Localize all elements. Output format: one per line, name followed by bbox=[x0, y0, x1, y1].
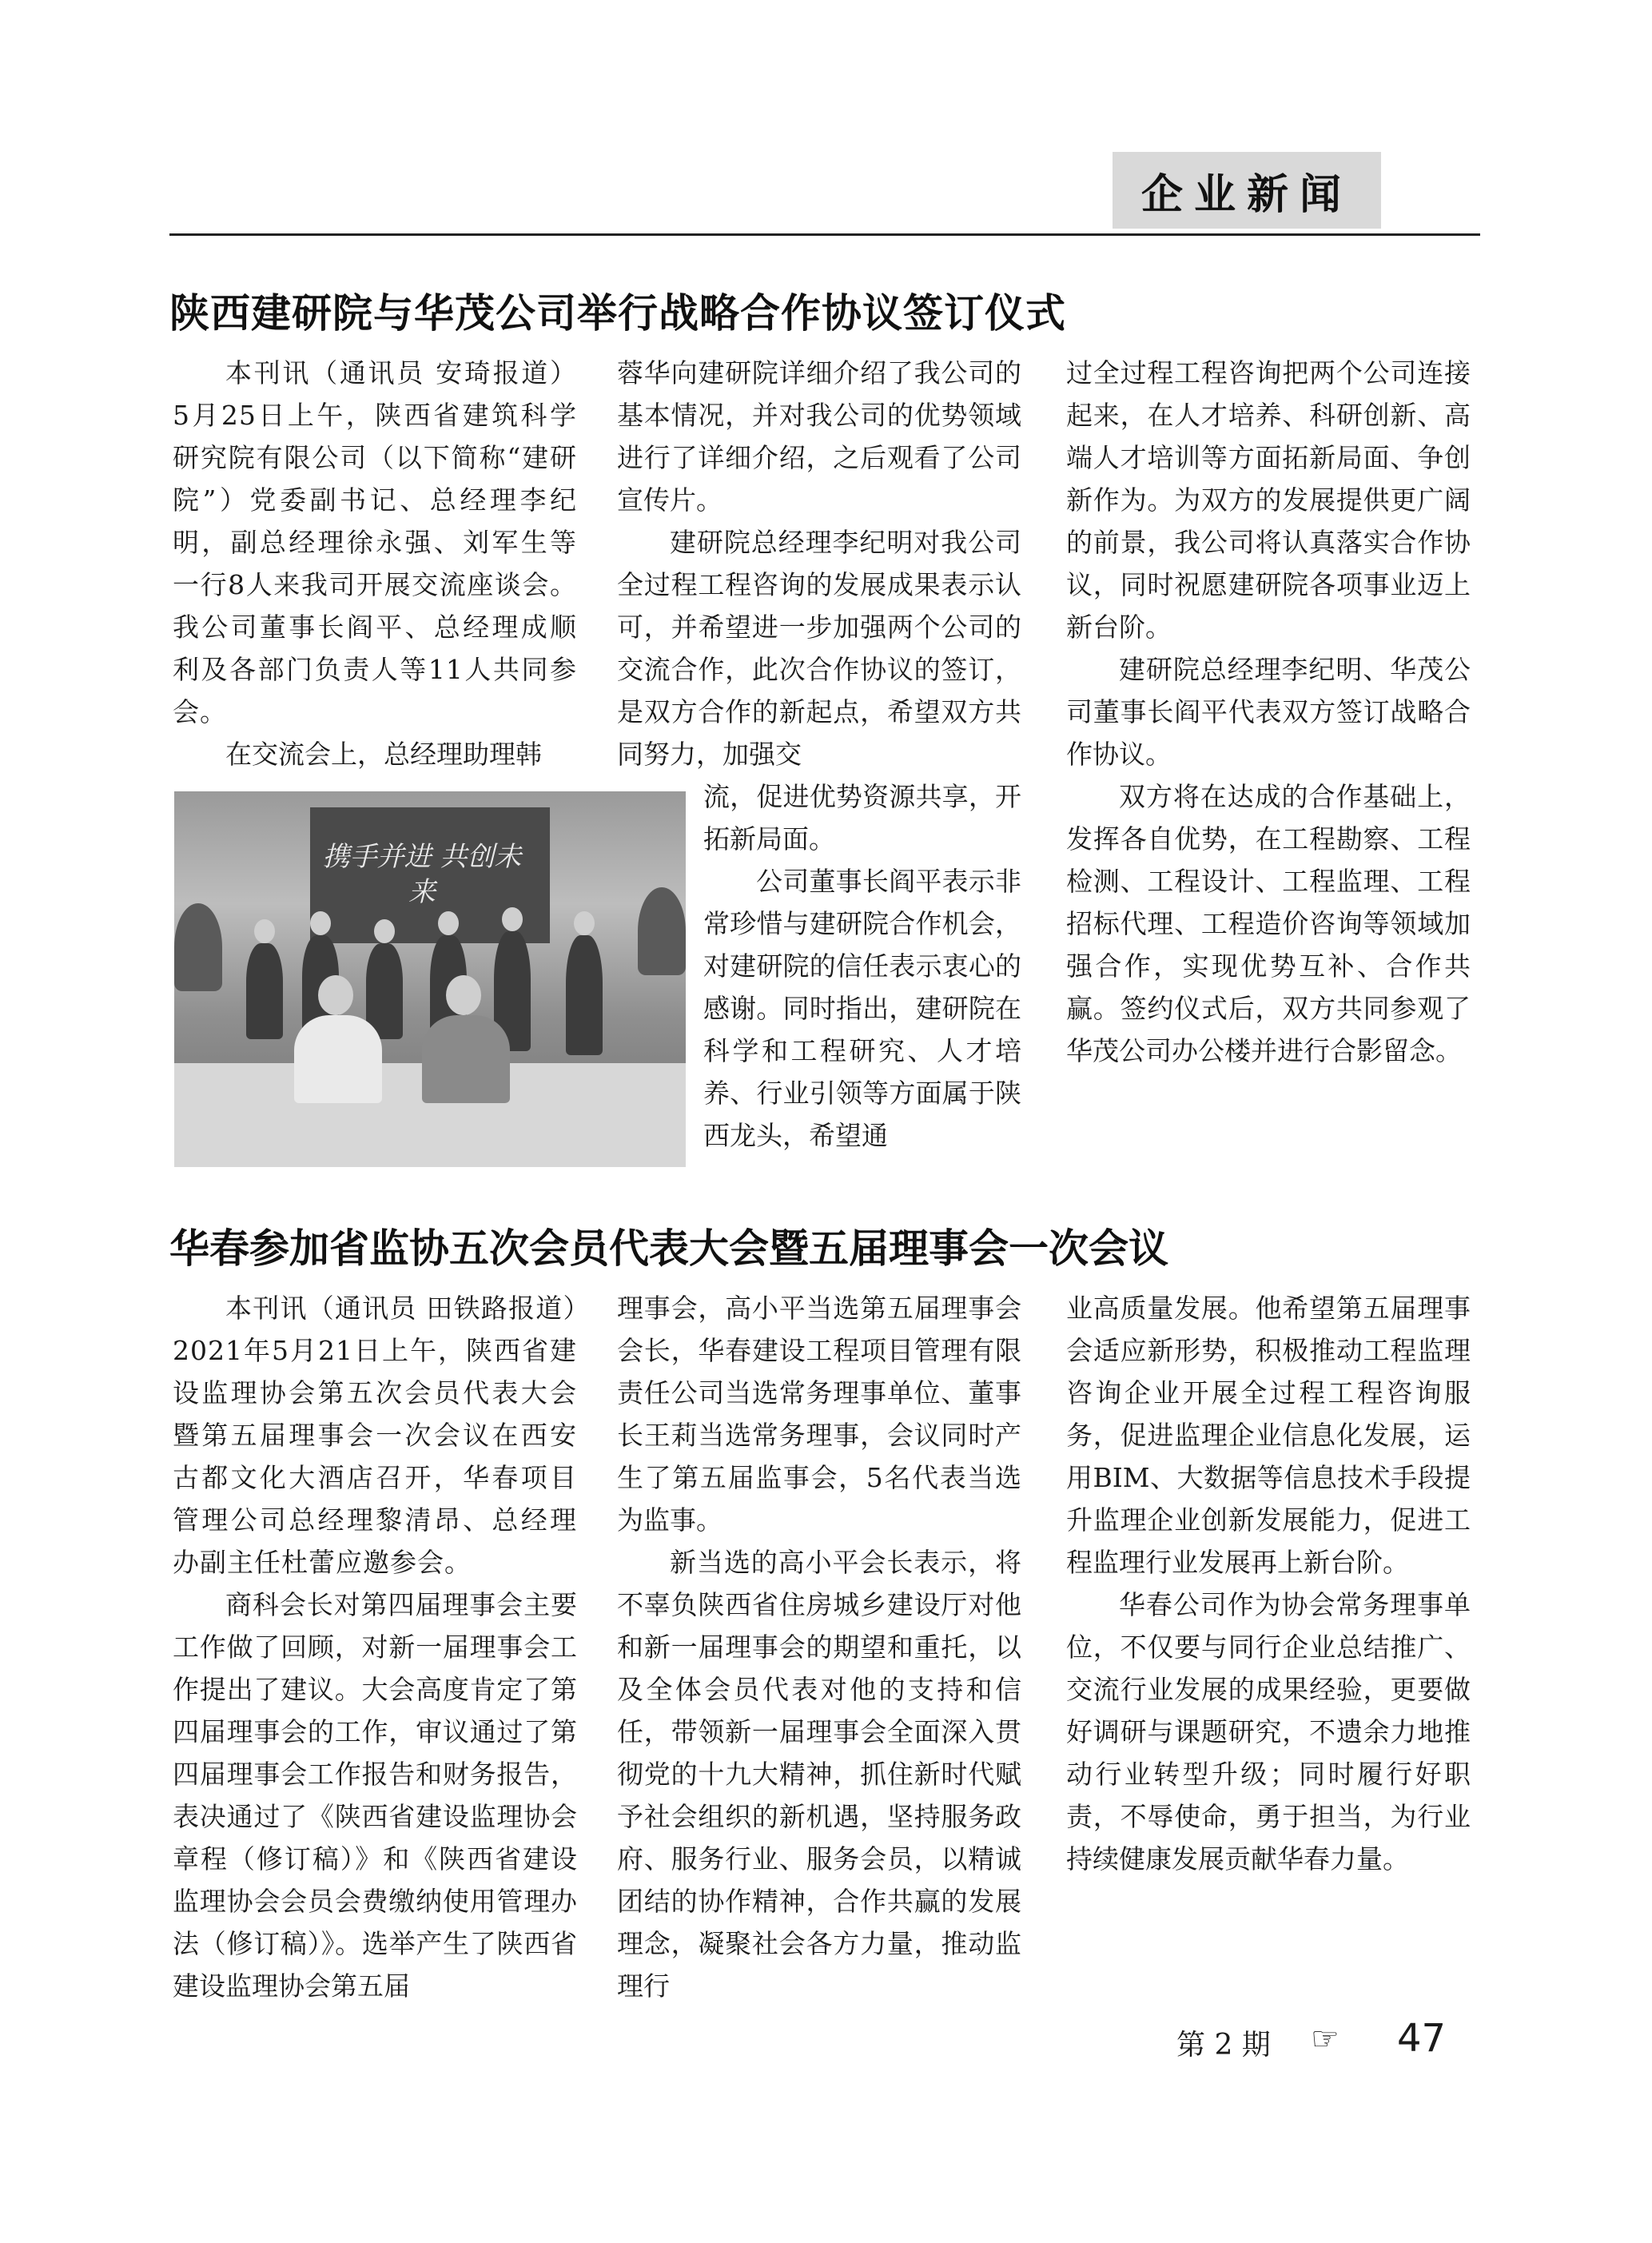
article2-col1-para: 商科会长对第四届理事会主要工作做了回顾，对新一届理事会工作提出了建议。大会高度肯定了第四届理事会的工作，审议通过了第四届理事会工作报告和财务报告，表决通过了《陕西省建设监理协会章程（修订稿）》和《陕西省建设监理协会会员会费缴纳使用管理办法（修订稿）》。选举产生了陕西省建设监理协会第五届 bbox=[173, 1589, 577, 2002]
person-head bbox=[574, 911, 595, 935]
article2-col3 bbox=[1066, 1287, 1471, 1880]
article1-col3-para: 建研院总经理李纪明、华茂公司董事长阎平代表双方签订战略合作协议。 bbox=[1066, 654, 1471, 770]
article1-col2-para: 建研院总经理李纪明对我公司全过程工程咨询的发展成果表示认可，并希望进一步加强两个公司的交流合作，此次合作协议的签订，是双方合作的新起点，希望双方共同努力，加强交 bbox=[617, 527, 1021, 770]
person-head bbox=[438, 911, 459, 935]
issue-number: 第 2 期 bbox=[1176, 2029, 1271, 2062]
photo-banner-text: 携手并进 共创未来 bbox=[322, 841, 522, 908]
article1-col1-para: 本刊讯（通讯员 安琦报道）5月25日上午，陕西省建筑科学研究院有限公司（以下简称“建研院”）党委副书记、总经理李纪明，副总经理徐永强、刘军生等一行8人来我司开展交流座谈会。我公司董事长阎平、总经理成顺利及各部门负责人等11人共同参会。 bbox=[173, 357, 577, 727]
article1-col2-bottom bbox=[703, 775, 1021, 1157]
person-figure bbox=[246, 943, 283, 1039]
article1-col1-para: 在交流会上，总经理助理韩 bbox=[225, 739, 542, 770]
article2-col1 bbox=[173, 1287, 577, 2007]
article2-col2-para: 理事会，高小平当选第五届理事会会长，华春建设工程项目管理有限责任公司当选常务理事单位、董事长王莉当选常务理事，会议同时产生了第五届监事会，5名代表当选为监事。 bbox=[617, 1293, 1021, 1536]
section-tag: 企业新闻 bbox=[1113, 152, 1381, 229]
article2-col2 bbox=[617, 1287, 1021, 2007]
article1-col2-top bbox=[617, 352, 1021, 775]
article2-col3-para: 业高质量发展。他希望第五届理事会适应新形势，积极推动工程监理咨询企业开展全过程工程咨询服务，促进监理企业信息化发展，运用BIM、大数据等信息技术手段提升监理企业创新发展能力，促进工程监理行业发展再上新台阶。 bbox=[1066, 1293, 1471, 1578]
article2-title: 华春参加省监协五次会员代表大会暨五届理事会一次会议 bbox=[169, 1225, 1168, 1272]
person-head bbox=[502, 907, 523, 931]
person-head bbox=[318, 975, 353, 1015]
header-rule bbox=[169, 233, 1480, 236]
seated-signer bbox=[294, 1015, 382, 1103]
pointing-hand-icon: ☞ bbox=[1311, 2021, 1340, 2058]
article1-col2-para: 公司董事长阎平表示非常珍惜与建研院合作机会，对建研院的信任表示衷心的感谢。同时指出，建研院在科学和工程研究、人才培养、行业引领等方面属于陕西龙头，希望通 bbox=[703, 866, 1021, 1151]
plant-decoration bbox=[174, 903, 222, 991]
article1-col1 bbox=[173, 352, 577, 775]
article1-col2-para: 流，促进优势资源共享，开拓新局面。 bbox=[703, 781, 1021, 855]
article1-col3-para: 双方将在达成的合作基础上，发挥各自优势，在工程勘察、工程检测、工程设计、工程监理、工程招标代理、工程造价咨询等领域加强合作，实现优势互补、合作共赢。签约仪式后，双方共同参观了华茂公司办公楼并进行合影留念。 bbox=[1066, 781, 1471, 1066]
article2-col3-para: 华春公司作为协会常务理事单位，不仅要与同行企业总结推广、交流行业发展的成果经验，更要做好调研与课题研究，不遗余力地推动行业转型升级；同时履行好职责，不辱使命，勇于担当，为行业持续健康发展贡献华春力量。 bbox=[1066, 1589, 1471, 1874]
article1-col3 bbox=[1066, 352, 1471, 1072]
article2-col2-para: 新当选的高小平会长表示，将不辜负陕西省住房城乡建设厅对他和新一届理事会的期望和重托，以及全体会员代表对他的支持和信任，带领新一届理事会全面深入贯彻党的十九大精神，抓住新时代赋予社会组织的新机遇，坚持服务政府、服务行业、服务会员，以精诚团结的协作精神，合作共赢的发展理念，凝聚社会各方力量，推动监理行 bbox=[617, 1547, 1021, 2002]
person-head bbox=[254, 919, 275, 943]
article1-col2-para: 蓉华向建研院详细介绍了我公司的基本情况，并对我公司的优势领域进行了详细介绍，之后观看了公司宣传片。 bbox=[617, 357, 1021, 516]
seated-signer bbox=[422, 1015, 510, 1103]
person-head bbox=[446, 975, 481, 1015]
article1-col3-para: 过全过程工程咨询把两个公司连接起来，在人才培养、科研创新、高端人才培训等方面拓新局面、争创新作为。为双方的发展提供更广阔的前景，我公司将认真落实合作协议，同时祝愿建研院各项事业迈上新台阶。 bbox=[1066, 357, 1471, 643]
signing-photo bbox=[174, 791, 686, 1167]
article1-title: 陕西建研院与华茂公司举行战略合作协议签订仪式 bbox=[169, 290, 1066, 337]
person-figure bbox=[566, 935, 603, 1055]
person-head bbox=[310, 911, 331, 935]
plant-decoration bbox=[638, 887, 686, 975]
page-number: 47 bbox=[1397, 2016, 1447, 2061]
person-head bbox=[374, 919, 395, 943]
article2-col1-para: 本刊讯（通讯员 田铁路报道）2021年5月21日上午，陕西省建设监理协会第五次会员代表大会暨第五届理事会一次会议在西安古都文化大酒店召开，华春项目管理公司总经理黎清昂、总经理办副主任杜蕾应邀参会。 bbox=[173, 1293, 577, 1578]
